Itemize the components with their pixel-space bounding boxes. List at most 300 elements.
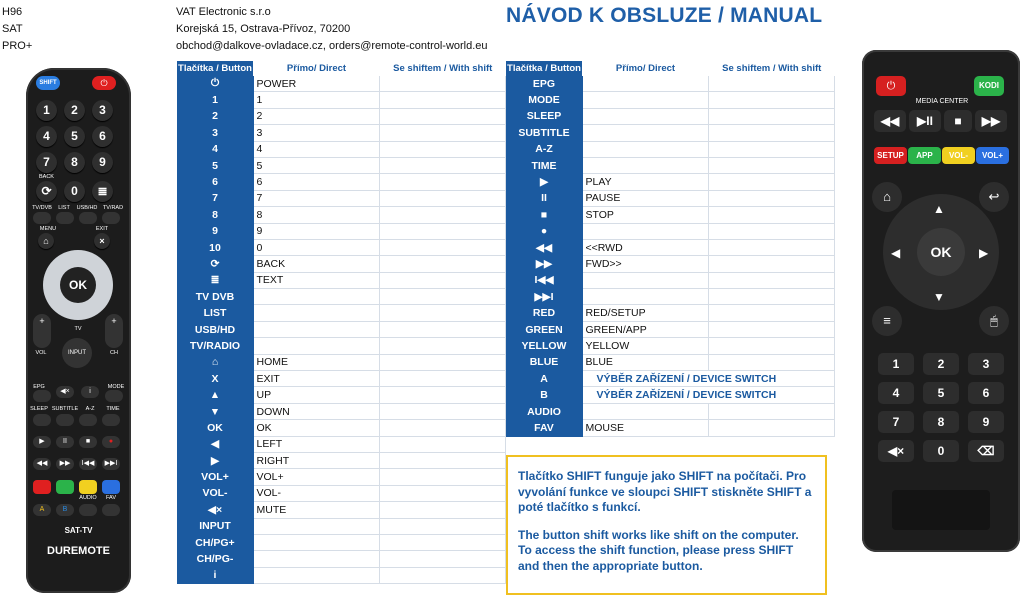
epg-button[interactable] <box>33 390 51 402</box>
stop-icon[interactable]: ■ <box>79 436 97 448</box>
button-cell: 3 <box>177 125 254 141</box>
direct-cell: FWD>> <box>583 256 709 272</box>
direct-cell: 7 <box>254 190 380 206</box>
table-row <box>177 321 506 337</box>
button-cell: INPUT <box>177 518 254 534</box>
shift-cell <box>380 387 506 403</box>
shift-cell <box>380 436 506 452</box>
table-row <box>177 551 506 567</box>
direct-cell <box>583 289 709 305</box>
b-button[interactable]: B <box>56 504 74 516</box>
epg-label: EPG <box>33 384 45 390</box>
shift-cell <box>709 305 835 321</box>
prev-icon[interactable]: I◀◀ <box>79 458 97 470</box>
play-icon[interactable]: ▶ <box>33 436 51 448</box>
table-row <box>177 92 506 108</box>
kodi-button[interactable]: KODI <box>974 76 1004 96</box>
table-row <box>177 371 506 387</box>
right-icon[interactable]: ▶ <box>979 246 989 260</box>
audio-button[interactable] <box>79 504 97 516</box>
button-cell: ▼ <box>177 403 254 419</box>
record-icon[interactable]: ● <box>102 436 120 448</box>
direct-cell: 3 <box>254 125 380 141</box>
yellow-button[interactable] <box>79 480 97 494</box>
brand-logo: DUREMOTE <box>47 545 110 557</box>
shift-cell <box>709 157 835 173</box>
table-row <box>177 567 506 583</box>
button-cell: BLUE <box>506 354 583 370</box>
table-row <box>506 256 835 272</box>
shift-cell <box>380 223 506 239</box>
mute-icon[interactable]: ◀× <box>878 440 914 462</box>
shift-cell <box>380 469 506 485</box>
table-row <box>506 387 835 403</box>
button-cell: 10 <box>177 239 254 255</box>
direct-cell <box>254 551 380 567</box>
menu-label: MENU <box>39 226 57 232</box>
back-icon[interactable]: ↩ <box>979 182 1009 212</box>
direct-cell <box>583 108 709 124</box>
button-cell: ⏻ <box>177 76 254 92</box>
exit-label: EXIT <box>95 226 109 232</box>
direct-cell <box>583 272 709 288</box>
button-cell: 9 <box>177 223 254 239</box>
play-pause-icon[interactable]: ▶II <box>909 110 941 132</box>
direct-cell: LEFT <box>254 436 380 452</box>
table-row <box>177 305 506 321</box>
model-info <box>2 4 32 55</box>
button-cell: 6 <box>177 174 254 190</box>
remote-sat-tv <box>26 68 131 593</box>
direct-cell <box>254 567 380 583</box>
shift-cell <box>380 289 506 305</box>
page-title: NÁVOD K OBSLUZE / MANUAL <box>506 4 823 27</box>
shift-cell <box>380 567 506 583</box>
audio-label: AUDIO <box>79 495 97 501</box>
num-5-button[interactable]: 5 <box>923 382 959 404</box>
rewind-icon[interactable]: ◀◀ <box>33 458 51 470</box>
button-cell: CH/PG+ <box>177 534 254 550</box>
table-row <box>177 403 506 419</box>
button-cell: A <box>506 371 583 387</box>
shift-cell <box>380 420 506 436</box>
direct-cell: 9 <box>254 223 380 239</box>
button-cell: I◀◀ <box>506 272 583 288</box>
forward-icon[interactable]: ▶▶ <box>975 110 1007 132</box>
direct-cell: RED/SETUP <box>583 305 709 321</box>
button-cell: FAV <box>506 420 583 436</box>
az-label: A-Z <box>85 406 95 412</box>
vol-plus-button[interactable]: VOL+ <box>976 147 1009 164</box>
num-0-button[interactable]: 0 <box>64 181 85 202</box>
direct-cell: MOUSE <box>583 420 709 436</box>
num-6-button[interactable]: 6 <box>92 126 113 147</box>
shift-cell <box>380 272 506 288</box>
shift-cell <box>380 452 506 468</box>
shift-cell <box>380 141 506 157</box>
device-switch-cell: VÝBĚR ZAŘÍZENÍ / DEVICE SWITCH <box>583 371 835 387</box>
table-row <box>177 387 506 403</box>
button-cell: VOL+ <box>177 469 254 485</box>
direct-cell <box>254 289 380 305</box>
table-row <box>506 207 835 223</box>
num-9-button[interactable]: 9 <box>92 152 113 173</box>
remote-model-label: SAT-TV <box>64 526 93 535</box>
shift-cell <box>380 305 506 321</box>
tvradio-button[interactable] <box>102 212 120 224</box>
table-row <box>506 403 835 419</box>
button-cell: RED <box>506 305 583 321</box>
direct-cell: PAUSE <box>583 190 709 206</box>
back-icon[interactable]: ⟳ <box>36 181 57 202</box>
table-row <box>177 518 506 534</box>
table-row <box>506 305 835 321</box>
button-cell: OK <box>177 420 254 436</box>
button-cell: ▶ <box>177 452 254 468</box>
button-cell: TV DVB <box>177 289 254 305</box>
num-0-button[interactable]: 0 <box>923 440 959 462</box>
setup-button[interactable]: SETUP <box>874 147 907 164</box>
shift-cell <box>709 420 835 436</box>
direct-cell: MUTE <box>254 502 380 518</box>
num-9-button[interactable]: 9 <box>968 411 1004 433</box>
shift-cell <box>380 76 506 92</box>
button-cell: ⌂ <box>177 354 254 370</box>
num-4-button[interactable]: 4 <box>878 382 914 404</box>
shift-cell <box>709 141 835 157</box>
company-address: Korejská 15, Ostrava-Přívoz, 70200 <box>176 23 351 35</box>
table-row <box>177 256 506 272</box>
button-cell: VOL- <box>177 485 254 501</box>
mode-button[interactable] <box>105 390 123 402</box>
table-row <box>177 420 506 436</box>
direct-cell: 2 <box>254 108 380 124</box>
button-cell: 4 <box>177 141 254 157</box>
shift-cell <box>709 272 835 288</box>
button-cell: LIST <box>177 305 254 321</box>
direct-cell <box>583 403 709 419</box>
info-icon[interactable]: i <box>81 386 99 398</box>
time-button[interactable] <box>102 414 120 426</box>
mode-label: MODE <box>107 384 125 390</box>
mute-icon[interactable]: ◀× <box>56 386 74 398</box>
direct-cell <box>254 305 380 321</box>
sleep-button[interactable] <box>33 414 51 426</box>
button-cell: TV/RADIO <box>177 338 254 354</box>
menu-icon[interactable]: ≡ <box>872 306 902 336</box>
button-cell: 8 <box>177 207 254 223</box>
shift-cell <box>709 354 835 370</box>
button-cell: ◀◀ <box>506 239 583 255</box>
table-row <box>506 190 835 206</box>
shift-cell <box>380 92 506 108</box>
shift-cell <box>380 534 506 550</box>
table-row <box>177 502 506 518</box>
model-line: H96 <box>2 6 23 18</box>
direct-cell: BLUE <box>583 354 709 370</box>
table-row <box>506 371 835 387</box>
shift-cell <box>709 174 835 190</box>
col-header-shift: Se shiftem / With shift <box>380 61 506 76</box>
button-cell: SUBTITLE <box>506 125 583 141</box>
table-row <box>177 436 506 452</box>
button-cell: ▶▶ <box>506 256 583 272</box>
vol-label: VOL <box>35 350 47 356</box>
direct-cell <box>254 534 380 550</box>
subtitle-button[interactable] <box>56 414 74 426</box>
vol-up-button[interactable]: + <box>33 314 51 348</box>
note-czech: Tlačítko SHIFT funguje jako SHIFT na počítači. Pro vyvolání funkce ve sloupci SHIFT stiskněte SHIFT a poté tlačítko s funkcí. <box>518 469 812 514</box>
app-button[interactable]: APP <box>908 147 941 164</box>
shift-cell <box>709 108 835 124</box>
ir-window <box>892 490 990 530</box>
button-cell: ▲ <box>177 387 254 403</box>
table-row <box>506 157 835 173</box>
mouse-icon[interactable]: 🖱 <box>979 306 1009 336</box>
usbhd-button[interactable] <box>79 212 97 224</box>
col-header-button: Tlačítka / Button <box>507 63 581 74</box>
shift-cell <box>380 174 506 190</box>
table-row <box>506 92 835 108</box>
left-icon[interactable]: ◀ <box>891 246 901 260</box>
direct-cell: 4 <box>254 141 380 157</box>
button-cell: ◀ <box>177 436 254 452</box>
input-button[interactable]: INPUT <box>62 338 92 368</box>
table-row <box>177 272 506 288</box>
direct-cell: 1 <box>254 92 380 108</box>
button-cell: YELLOW <box>506 338 583 354</box>
num-6-button[interactable]: 6 <box>968 382 1004 404</box>
num-1-button[interactable]: 1 <box>878 353 914 375</box>
forward-icon[interactable]: ▶▶ <box>56 458 74 470</box>
button-cell: B <box>506 387 583 403</box>
ok-button[interactable]: OK <box>60 267 96 303</box>
direct-cell: BACK <box>254 256 380 272</box>
ok-button[interactable]: OK <box>917 228 965 276</box>
direct-cell: 0 <box>254 239 380 255</box>
num-2-button[interactable]: 2 <box>64 100 85 121</box>
button-cell: II <box>506 190 583 206</box>
table-row <box>177 452 506 468</box>
num-7-button[interactable]: 7 <box>36 152 57 173</box>
az-button[interactable] <box>79 414 97 426</box>
shift-cell <box>380 551 506 567</box>
shift-cell <box>709 321 835 337</box>
direct-cell: UP <box>254 387 380 403</box>
num-8-button[interactable]: 8 <box>923 411 959 433</box>
tvrad-label: TV/RAD <box>102 205 124 211</box>
back-label: BACK <box>39 174 54 180</box>
exit-icon[interactable]: × <box>94 233 110 249</box>
direct-cell: <<RWD <box>583 239 709 255</box>
down-icon[interactable]: ▼ <box>933 290 945 304</box>
direct-cell <box>583 157 709 173</box>
col-header-button: Tlačítka / Button <box>178 63 252 74</box>
home-icon[interactable]: ⌂ <box>38 233 54 249</box>
shift-cell <box>380 502 506 518</box>
direct-cell: OK <box>254 420 380 436</box>
num-3-button[interactable]: 3 <box>968 353 1004 375</box>
button-cell: ◀× <box>177 502 254 518</box>
table-row <box>177 534 506 550</box>
direct-cell: VOL+ <box>254 469 380 485</box>
button-cell: AUDIO <box>506 403 583 419</box>
delete-icon[interactable]: ⌫ <box>968 440 1004 462</box>
table-row <box>506 125 835 141</box>
shift-cell <box>709 190 835 206</box>
direct-cell <box>254 338 380 354</box>
remote-h96 <box>862 50 1020 552</box>
table-row <box>506 338 835 354</box>
shift-cell <box>709 289 835 305</box>
rewind-icon[interactable]: ◀◀ <box>874 110 906 132</box>
shift-cell <box>709 125 835 141</box>
tvdvb-button[interactable] <box>33 212 51 224</box>
direct-cell: PLAY <box>583 174 709 190</box>
table-row <box>177 141 506 157</box>
shift-cell <box>380 157 506 173</box>
shift-cell <box>380 354 506 370</box>
blue-button[interactable] <box>102 480 120 494</box>
left-mapping-table <box>176 61 506 584</box>
shift-cell <box>380 108 506 124</box>
usbhd-label: USB/HD <box>76 205 98 211</box>
shift-cell <box>380 403 506 419</box>
col-header-direct: Přímo/ Direct <box>583 61 709 76</box>
button-cell: 1 <box>177 92 254 108</box>
red-button[interactable] <box>33 480 51 494</box>
table-row <box>177 108 506 124</box>
shift-cell <box>709 239 835 255</box>
table-row <box>506 223 835 239</box>
table-row <box>177 174 506 190</box>
num-8-button[interactable]: 8 <box>64 152 85 173</box>
direct-cell: 6 <box>254 174 380 190</box>
shift-cell <box>380 125 506 141</box>
table-row <box>177 239 506 255</box>
num-4-button[interactable]: 4 <box>36 126 57 147</box>
col-header-direct: Přímo/ Direct <box>254 61 380 76</box>
button-cell: 2 <box>177 108 254 124</box>
a-button[interactable]: A <box>33 504 51 516</box>
button-cell: ≣ <box>177 272 254 288</box>
subtitle-label: SUBTITLE <box>51 406 79 412</box>
media-center-label: MEDIA CENTER <box>915 98 969 105</box>
table-row <box>177 223 506 239</box>
button-cell: ■ <box>506 207 583 223</box>
num-7-button[interactable]: 7 <box>878 411 914 433</box>
fav-label: FAV <box>106 495 116 501</box>
shift-note <box>506 455 827 595</box>
direct-cell <box>583 125 709 141</box>
direct-cell: EXIT <box>254 371 380 387</box>
shift-button[interactable]: SHIFT <box>36 76 60 90</box>
fav-button[interactable] <box>102 504 120 516</box>
num-2-button[interactable]: 2 <box>923 353 959 375</box>
direct-cell: 8 <box>254 207 380 223</box>
shift-cell <box>709 223 835 239</box>
num-1-button[interactable]: 1 <box>36 100 57 121</box>
company-emails: obchod@dalkove-ovladace.cz, orders@remote-control-world.eu <box>176 40 488 52</box>
direct-cell: DOWN <box>254 403 380 419</box>
shift-cell <box>709 403 835 419</box>
button-cell: ▶ <box>506 174 583 190</box>
num-5-button[interactable]: 5 <box>64 126 85 147</box>
button-cell: X <box>177 371 254 387</box>
button-cell: ● <box>506 223 583 239</box>
table-row <box>177 190 506 206</box>
table-row <box>506 141 835 157</box>
table-row <box>506 321 835 337</box>
power-icon[interactable]: ⏻ <box>876 76 906 96</box>
table-row <box>177 469 506 485</box>
vol-minus-button[interactable]: VOL- <box>942 147 975 164</box>
home-icon[interactable]: ⌂ <box>872 182 902 212</box>
button-cell: SLEEP <box>506 108 583 124</box>
list-button[interactable] <box>56 212 74 224</box>
shift-cell <box>380 321 506 337</box>
direct-cell: 5 <box>254 157 380 173</box>
button-cell: MODE <box>506 92 583 108</box>
next-icon[interactable]: ▶▶I <box>102 458 120 470</box>
button-cell: A-Z <box>506 141 583 157</box>
table-row <box>506 289 835 305</box>
table-row <box>177 157 506 173</box>
stop-icon[interactable]: ■ <box>944 110 972 132</box>
right-mapping-table <box>505 61 835 437</box>
ch-up-button[interactable]: + <box>105 314 123 348</box>
direct-cell <box>583 223 709 239</box>
note-english: The button shift works like shift on the computer. To access the shift function, please press SHIFT and then the appropriate button. <box>518 527 799 573</box>
button-cell: ⟳ <box>177 256 254 272</box>
table-row <box>506 239 835 255</box>
shift-cell <box>380 518 506 534</box>
power-icon[interactable]: ⏻ <box>92 76 116 90</box>
direct-cell <box>583 76 709 92</box>
list-label: LIST <box>58 205 70 211</box>
table-row <box>177 76 506 92</box>
shift-cell <box>380 190 506 206</box>
text-icon[interactable]: ≣ <box>92 181 113 202</box>
shift-cell <box>380 239 506 255</box>
shift-cell <box>709 338 835 354</box>
direct-cell <box>254 518 380 534</box>
model-line: PRO+ <box>2 40 33 52</box>
table-row <box>506 76 835 92</box>
table-row <box>177 338 506 354</box>
up-icon[interactable]: ▲ <box>933 202 945 216</box>
direct-cell: VOL- <box>254 485 380 501</box>
num-3-button[interactable]: 3 <box>92 100 113 121</box>
table-row <box>177 354 506 370</box>
table-row <box>506 354 835 370</box>
button-cell: 7 <box>177 190 254 206</box>
table-row <box>177 485 506 501</box>
sleep-label: SLEEP <box>30 406 48 412</box>
direct-cell: GREEN/APP <box>583 321 709 337</box>
table-row <box>506 174 835 190</box>
shift-cell <box>380 207 506 223</box>
table-row <box>177 125 506 141</box>
green-button[interactable] <box>56 480 74 494</box>
ch-label: CH <box>110 350 118 356</box>
shift-cell <box>709 92 835 108</box>
table-row <box>506 108 835 124</box>
pause-icon[interactable]: II <box>56 436 74 448</box>
direct-cell <box>583 92 709 108</box>
table-row <box>177 289 506 305</box>
direct-cell: YELLOW <box>583 338 709 354</box>
